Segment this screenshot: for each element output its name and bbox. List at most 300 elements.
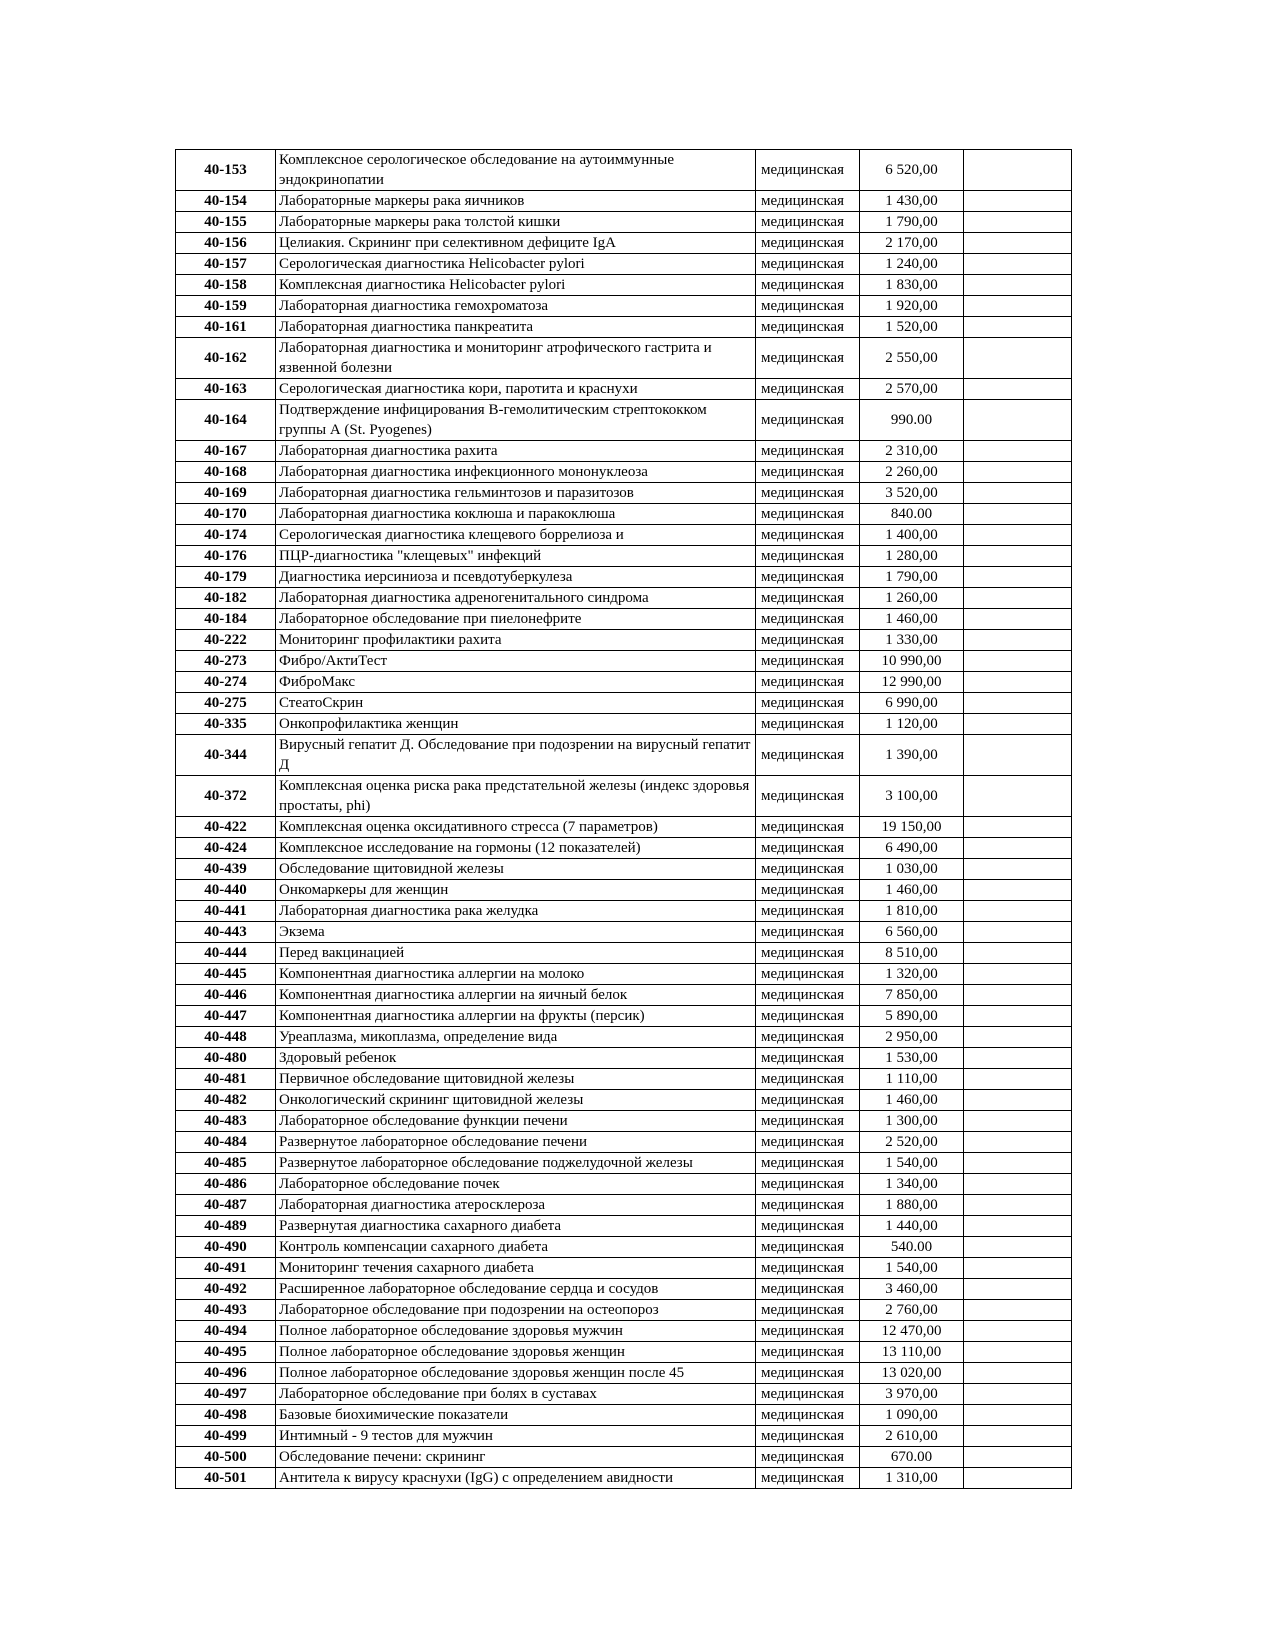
service-name: ФиброМакс: [276, 672, 756, 693]
service-type: медицинская: [756, 1258, 860, 1279]
empty-cell: [964, 1132, 1072, 1153]
service-name: Мониторинг профилактики рахита: [276, 630, 756, 651]
empty-cell: [964, 1090, 1072, 1111]
service-price: 1 280,00: [860, 546, 964, 567]
service-name: Лабораторная диагностика панкреатита: [276, 317, 756, 338]
table-row: [176, 504, 1072, 525]
table-row: [176, 1069, 1072, 1090]
table-row: [176, 672, 1072, 693]
service-price: 12 470,00: [860, 1321, 964, 1342]
empty-cell: [964, 1216, 1072, 1237]
empty-cell: [964, 1174, 1072, 1195]
service-name: Онкологический скрининг щитовидной железы: [276, 1090, 756, 1111]
service-name: Лабораторная диагностика гельминтозов и паразитозов: [276, 483, 756, 504]
service-type: медицинская: [756, 191, 860, 212]
service-price: 3 970,00: [860, 1384, 964, 1405]
empty-cell: [964, 400, 1072, 441]
service-name: Подтверждение инфицирования В-гемолитическим стрептококком группы А (St. Pyogenes): [276, 400, 756, 441]
service-code: 40-184: [176, 609, 276, 630]
table-row: [176, 1468, 1072, 1489]
service-code: 40-154: [176, 191, 276, 212]
service-code: 40-167: [176, 441, 276, 462]
table-row: [176, 1447, 1072, 1468]
service-type: медицинская: [756, 212, 860, 233]
empty-cell: [964, 233, 1072, 254]
service-price: 1 400,00: [860, 525, 964, 546]
service-code: 40-275: [176, 693, 276, 714]
service-price: 2 520,00: [860, 1132, 964, 1153]
service-price: 1 030,00: [860, 859, 964, 880]
service-name: Мониторинг течения сахарного диабета: [276, 1258, 756, 1279]
table-row: [176, 1426, 1072, 1447]
service-type: медицинская: [756, 776, 860, 817]
service-code: 40-492: [176, 1279, 276, 1300]
service-name: Онкомаркеры для женщин: [276, 880, 756, 901]
service-price: 670.00: [860, 1447, 964, 1468]
empty-cell: [964, 275, 1072, 296]
service-type: медицинская: [756, 296, 860, 317]
table-row: [176, 985, 1072, 1006]
service-name: Лабораторные маркеры рака толстой кишки: [276, 212, 756, 233]
service-code: 40-480: [176, 1048, 276, 1069]
empty-cell: [964, 672, 1072, 693]
service-type: медицинская: [756, 233, 860, 254]
table-row: [176, 317, 1072, 338]
service-price: 1 240,00: [860, 254, 964, 275]
empty-cell: [964, 922, 1072, 943]
service-type: медицинская: [756, 317, 860, 338]
service-type: медицинская: [756, 880, 860, 901]
service-price: 1 520,00: [860, 317, 964, 338]
service-price: 1 340,00: [860, 1174, 964, 1195]
empty-cell: [964, 901, 1072, 922]
empty-cell: [964, 1300, 1072, 1321]
service-code: 40-155: [176, 212, 276, 233]
empty-cell: [964, 483, 1072, 504]
empty-cell: [964, 735, 1072, 776]
service-code: 40-335: [176, 714, 276, 735]
service-price: 1 260,00: [860, 588, 964, 609]
table-row: [176, 1237, 1072, 1258]
service-type: медицинская: [756, 338, 860, 379]
service-type: медицинская: [756, 1195, 860, 1216]
service-code: 40-153: [176, 150, 276, 191]
empty-cell: [964, 1321, 1072, 1342]
service-type: медицинская: [756, 483, 860, 504]
service-code: 40-494: [176, 1321, 276, 1342]
service-name: Лабораторная диагностика коклюша и паракоклюша: [276, 504, 756, 525]
service-type: медицинская: [756, 546, 860, 567]
service-code: 40-161: [176, 317, 276, 338]
service-code: 40-487: [176, 1195, 276, 1216]
service-price: 1 440,00: [860, 1216, 964, 1237]
table-row: [176, 483, 1072, 504]
service-type: медицинская: [756, 1174, 860, 1195]
table-row: [176, 1342, 1072, 1363]
service-price: 10 990,00: [860, 651, 964, 672]
service-name: Полное лабораторное обследование здоровья женщин: [276, 1342, 756, 1363]
service-code: 40-498: [176, 1405, 276, 1426]
empty-cell: [964, 1279, 1072, 1300]
table-row: [176, 233, 1072, 254]
service-code: 40-422: [176, 817, 276, 838]
table-row: [176, 630, 1072, 651]
service-name: Базовые биохимические показатели: [276, 1405, 756, 1426]
empty-cell: [964, 379, 1072, 400]
empty-cell: [964, 1069, 1072, 1090]
table-row: [176, 901, 1072, 922]
table-row: [176, 735, 1072, 776]
service-type: медицинская: [756, 817, 860, 838]
service-name: Компонентная диагностика аллергии на яичный белок: [276, 985, 756, 1006]
service-price: 1 810,00: [860, 901, 964, 922]
service-code: 40-440: [176, 880, 276, 901]
empty-cell: [964, 504, 1072, 525]
service-code: 40-164: [176, 400, 276, 441]
table-row: [176, 1132, 1072, 1153]
service-type: медицинская: [756, 693, 860, 714]
service-type: медицинская: [756, 1342, 860, 1363]
empty-cell: [964, 651, 1072, 672]
service-price: 1 120,00: [860, 714, 964, 735]
empty-cell: [964, 943, 1072, 964]
table-row: [176, 714, 1072, 735]
service-name: Компонентная диагностика аллергии на фрукты (персик): [276, 1006, 756, 1027]
service-type: медицинская: [756, 400, 860, 441]
service-price: 2 550,00: [860, 338, 964, 379]
empty-cell: [964, 1111, 1072, 1132]
service-price: 1 310,00: [860, 1468, 964, 1489]
table-row: [176, 1195, 1072, 1216]
service-code: 40-448: [176, 1027, 276, 1048]
service-name: Комплексное исследование на гормоны (12 показателей): [276, 838, 756, 859]
empty-cell: [964, 985, 1072, 1006]
service-name: Развернутое лабораторное обследование печени: [276, 1132, 756, 1153]
service-name: Диагностика иерсиниоза и псевдотуберкулеза: [276, 567, 756, 588]
service-name: Лабораторное обследование при пиелонефрите: [276, 609, 756, 630]
service-code: 40-372: [176, 776, 276, 817]
empty-cell: [964, 1426, 1072, 1447]
service-type: медицинская: [756, 859, 860, 880]
table-row: [176, 859, 1072, 880]
table-row: [176, 1027, 1072, 1048]
empty-cell: [964, 525, 1072, 546]
service-type: медицинская: [756, 964, 860, 985]
service-code: 40-445: [176, 964, 276, 985]
service-type: медицинская: [756, 1006, 860, 1027]
service-type: медицинская: [756, 1363, 860, 1384]
service-name: Лабораторная диагностика рахита: [276, 441, 756, 462]
service-code: 40-443: [176, 922, 276, 943]
service-name: Лабораторное обследование почек: [276, 1174, 756, 1195]
service-type: медицинская: [756, 1384, 860, 1405]
service-type: медицинская: [756, 1447, 860, 1468]
service-type: медицинская: [756, 1321, 860, 1342]
service-code: 40-168: [176, 462, 276, 483]
service-code: 40-483: [176, 1111, 276, 1132]
service-price: 1 090,00: [860, 1405, 964, 1426]
service-price: 1 920,00: [860, 296, 964, 317]
service-price: 1 460,00: [860, 609, 964, 630]
service-type: медицинская: [756, 588, 860, 609]
service-name: Развернутое лабораторное обследование поджелудочной железы: [276, 1153, 756, 1174]
table-row: [176, 525, 1072, 546]
empty-cell: [964, 1384, 1072, 1405]
service-type: медицинская: [756, 441, 860, 462]
empty-cell: [964, 191, 1072, 212]
service-type: медицинская: [756, 943, 860, 964]
service-name: Комплексная диагностика Helicobacter pylori: [276, 275, 756, 296]
service-type: медицинская: [756, 735, 860, 776]
service-name: Лабораторное обследование при подозрении на остеопороз: [276, 1300, 756, 1321]
table-row: [176, 546, 1072, 567]
service-price: 6 560,00: [860, 922, 964, 943]
service-type: медицинская: [756, 462, 860, 483]
service-name: Лабораторная диагностика рака желудка: [276, 901, 756, 922]
service-code: 40-501: [176, 1468, 276, 1489]
service-code: 40-156: [176, 233, 276, 254]
service-name: Интимный - 9 тестов для мужчин: [276, 1426, 756, 1447]
service-code: 40-489: [176, 1216, 276, 1237]
price-list-table: [175, 149, 1072, 1489]
service-name: Серологическая диагностика кори, паротита и краснухи: [276, 379, 756, 400]
service-price: 19 150,00: [860, 817, 964, 838]
service-code: 40-441: [176, 901, 276, 922]
service-type: медицинская: [756, 922, 860, 943]
service-code: 40-344: [176, 735, 276, 776]
service-name: Лабораторные маркеры рака яичников: [276, 191, 756, 212]
service-code: 40-490: [176, 1237, 276, 1258]
empty-cell: [964, 441, 1072, 462]
service-price: 2 760,00: [860, 1300, 964, 1321]
service-name: Полное лабораторное обследование здоровья женщин после 45: [276, 1363, 756, 1384]
service-price: 2 260,00: [860, 462, 964, 483]
service-code: 40-174: [176, 525, 276, 546]
empty-cell: [964, 338, 1072, 379]
service-price: 1 790,00: [860, 212, 964, 233]
service-code: 40-176: [176, 546, 276, 567]
service-price: 2 570,00: [860, 379, 964, 400]
service-code: 40-424: [176, 838, 276, 859]
service-code: 40-157: [176, 254, 276, 275]
service-type: медицинская: [756, 379, 860, 400]
service-code: 40-486: [176, 1174, 276, 1195]
service-price: 6 520,00: [860, 150, 964, 191]
service-code: 40-274: [176, 672, 276, 693]
price-list-body: [176, 150, 1072, 1489]
table-row: [176, 1111, 1072, 1132]
service-code: 40-447: [176, 1006, 276, 1027]
service-code: 40-497: [176, 1384, 276, 1405]
service-type: медицинская: [756, 672, 860, 693]
table-row: [176, 567, 1072, 588]
table-row: [176, 1384, 1072, 1405]
table-row: [176, 1279, 1072, 1300]
table-row: [176, 588, 1072, 609]
service-name: СтеатоСкрин: [276, 693, 756, 714]
service-code: 40-493: [176, 1300, 276, 1321]
table-row: [176, 462, 1072, 483]
service-code: 40-159: [176, 296, 276, 317]
service-name: Компонентная диагностика аллергии на молоко: [276, 964, 756, 985]
service-name: Расширенное лабораторное обследование сердца и сосудов: [276, 1279, 756, 1300]
service-type: медицинская: [756, 901, 860, 922]
table-row: [176, 880, 1072, 901]
table-row: [176, 817, 1072, 838]
empty-cell: [964, 296, 1072, 317]
service-code: 40-481: [176, 1069, 276, 1090]
service-name: Вирусный гепатит Д. Обследование при подозрении на вирусный гепатит Д: [276, 735, 756, 776]
service-name: Первичное обследование щитовидной железы: [276, 1069, 756, 1090]
service-price: 540.00: [860, 1237, 964, 1258]
service-price: 2 610,00: [860, 1426, 964, 1447]
service-price: 1 110,00: [860, 1069, 964, 1090]
service-code: 40-485: [176, 1153, 276, 1174]
service-code: 40-179: [176, 567, 276, 588]
service-type: медицинская: [756, 985, 860, 1006]
service-name: Комплексное серологическое обследование на аутоиммунные эндокринопатии: [276, 150, 756, 191]
service-name: Лабораторная диагностика адреногенитального синдрома: [276, 588, 756, 609]
service-price: 6 990,00: [860, 693, 964, 714]
service-type: медицинская: [756, 609, 860, 630]
service-price: 1 320,00: [860, 964, 964, 985]
service-name: Лабораторное обследование функции печени: [276, 1111, 756, 1132]
empty-cell: [964, 1468, 1072, 1489]
service-price: 13 110,00: [860, 1342, 964, 1363]
service-code: 40-499: [176, 1426, 276, 1447]
service-price: 6 490,00: [860, 838, 964, 859]
service-type: медицинская: [756, 1468, 860, 1489]
service-price: 5 890,00: [860, 1006, 964, 1027]
empty-cell: [964, 1027, 1072, 1048]
empty-cell: [964, 693, 1072, 714]
service-code: 40-484: [176, 1132, 276, 1153]
service-type: медицинская: [756, 1237, 860, 1258]
service-name: Комплексная оценка оксидативного стресса (7 параметров): [276, 817, 756, 838]
empty-cell: [964, 1195, 1072, 1216]
empty-cell: [964, 776, 1072, 817]
table-row: [176, 296, 1072, 317]
service-price: 1 300,00: [860, 1111, 964, 1132]
table-row: [176, 1405, 1072, 1426]
service-name: Комплексная оценка риска рака предстательной железы (индекс здоровья простаты, phi): [276, 776, 756, 817]
service-code: 40-273: [176, 651, 276, 672]
service-name: Полное лабораторное обследование здоровья мужчин: [276, 1321, 756, 1342]
table-row: [176, 1363, 1072, 1384]
empty-cell: [964, 212, 1072, 233]
service-type: медицинская: [756, 651, 860, 672]
service-price: 1 430,00: [860, 191, 964, 212]
table-row: [176, 212, 1072, 233]
service-name: Лабораторная диагностика гемохроматоза: [276, 296, 756, 317]
table-row: [176, 776, 1072, 817]
service-name: Контроль компенсации сахарного диабета: [276, 1237, 756, 1258]
empty-cell: [964, 462, 1072, 483]
service-name: Развернутая диагностика сахарного диабета: [276, 1216, 756, 1237]
service-type: медицинская: [756, 630, 860, 651]
service-price: 3 100,00: [860, 776, 964, 817]
service-type: медицинская: [756, 1132, 860, 1153]
empty-cell: [964, 567, 1072, 588]
empty-cell: [964, 1153, 1072, 1174]
service-price: 1 790,00: [860, 567, 964, 588]
service-type: медицинская: [756, 504, 860, 525]
service-type: медицинская: [756, 1069, 860, 1090]
service-price: 1 330,00: [860, 630, 964, 651]
table-row: [176, 838, 1072, 859]
empty-cell: [964, 964, 1072, 985]
table-row: [176, 254, 1072, 275]
service-name: Антитела к вирусу краснухи (IgG) с определением авидности: [276, 1468, 756, 1489]
table-row: [176, 922, 1072, 943]
service-type: медицинская: [756, 1090, 860, 1111]
empty-cell: [964, 1048, 1072, 1069]
table-row: [176, 275, 1072, 296]
service-price: 3 460,00: [860, 1279, 964, 1300]
service-name: Лабораторное обследование при болях в суставах: [276, 1384, 756, 1405]
service-code: 40-169: [176, 483, 276, 504]
service-price: 2 170,00: [860, 233, 964, 254]
empty-cell: [964, 817, 1072, 838]
table-row: [176, 1048, 1072, 1069]
service-price: 1 390,00: [860, 735, 964, 776]
service-code: 40-170: [176, 504, 276, 525]
empty-cell: [964, 1237, 1072, 1258]
service-code: 40-439: [176, 859, 276, 880]
service-code: 40-158: [176, 275, 276, 296]
service-name: Серологическая диагностика Helicobacter pylori: [276, 254, 756, 275]
service-price: 1 530,00: [860, 1048, 964, 1069]
table-row: [176, 1174, 1072, 1195]
empty-cell: [964, 254, 1072, 275]
service-price: 1 460,00: [860, 880, 964, 901]
table-row: [176, 441, 1072, 462]
table-row: [176, 651, 1072, 672]
service-price: 1 880,00: [860, 1195, 964, 1216]
empty-cell: [964, 317, 1072, 338]
service-type: медицинская: [756, 1300, 860, 1321]
service-type: медицинская: [756, 525, 860, 546]
service-price: 1 540,00: [860, 1258, 964, 1279]
service-price: 7 850,00: [860, 985, 964, 1006]
service-code: 40-496: [176, 1363, 276, 1384]
service-name: Уреаплазма, микоплазма, определение вида: [276, 1027, 756, 1048]
service-name: Фибро/АктиТест: [276, 651, 756, 672]
service-name: Экзема: [276, 922, 756, 943]
service-type: медицинская: [756, 1027, 860, 1048]
empty-cell: [964, 880, 1072, 901]
table-row: [176, 693, 1072, 714]
table-row: [176, 1153, 1072, 1174]
service-code: 40-491: [176, 1258, 276, 1279]
service-price: 840.00: [860, 504, 964, 525]
empty-cell: [964, 546, 1072, 567]
service-code: 40-446: [176, 985, 276, 1006]
service-type: медицинская: [756, 150, 860, 191]
service-name: Онкопрофилактика женщин: [276, 714, 756, 735]
service-price: 3 520,00: [860, 483, 964, 504]
empty-cell: [964, 609, 1072, 630]
service-price: 13 020,00: [860, 1363, 964, 1384]
table-row: [176, 1216, 1072, 1237]
service-name: Обследование печени: скрининг: [276, 1447, 756, 1468]
service-type: медицинская: [756, 254, 860, 275]
service-name: Целиакия. Скрининг при селективном дефиците IgA: [276, 233, 756, 254]
service-type: медицинская: [756, 714, 860, 735]
service-price: 990.00: [860, 400, 964, 441]
empty-cell: [964, 1258, 1072, 1279]
service-code: 40-182: [176, 588, 276, 609]
